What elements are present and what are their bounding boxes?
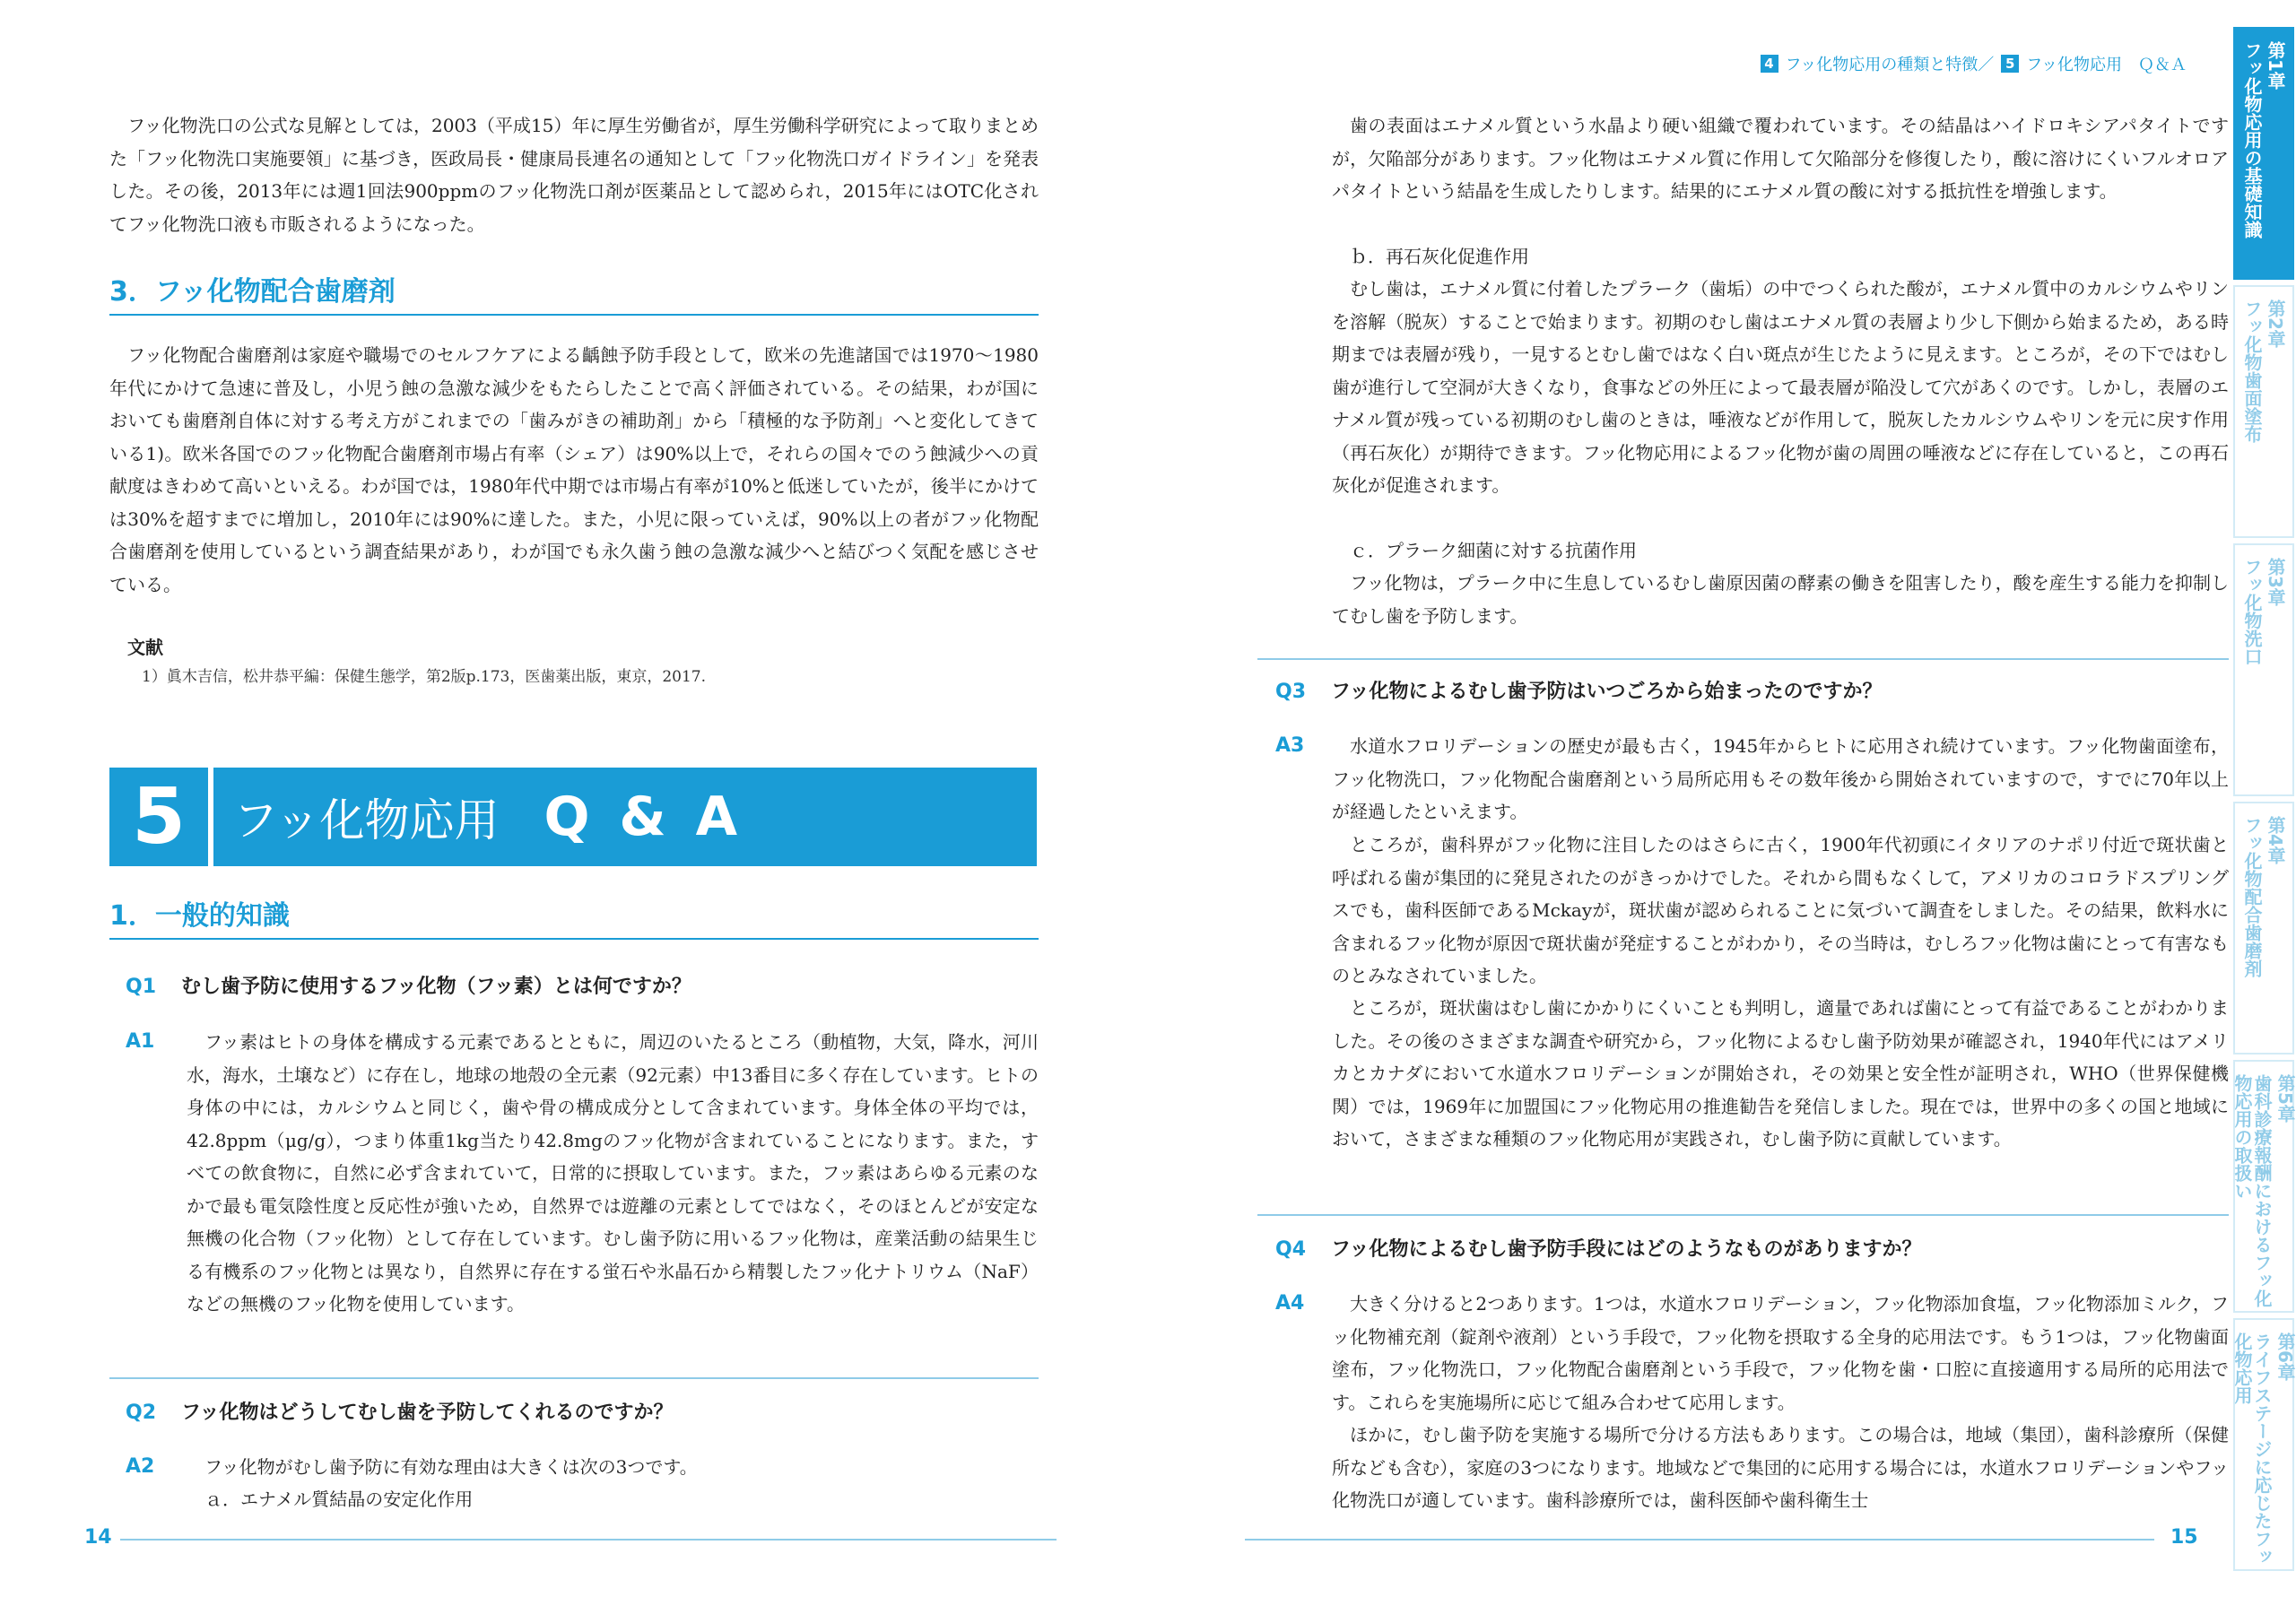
side-tab-chapter: 第6章 <box>2274 1332 2296 1381</box>
question-2 <box>126 1399 1039 1428</box>
chapter-title-qa: Q & A <box>544 785 744 848</box>
toothpaste-paragraph: フッ化物配合歯磨剤は家庭や職場でのセルフケアによる齲蝕予防手段として，欧米の先進諸国では1970〜1980年代にかけて急速に普及し，小児う蝕の急激な減少をもたらしたことで高く評価されている。その結果，わが国においても歯磨剤自体に対する考え方がこれまでの「歯みがきの補助剤」から「積極的な予防剤」へと変化してきている1)。欧米各国でのフッ化物配合歯磨剤市場占有率（シェア）は90%以上で，それらの国々でのう蝕減少への貢献度はきわめて高いといえる。わが国では，1980年代中期では市場占有率が10%と低迷していたが，後半にかけては30%を超すまでに増加し，2010年には90%に達した。また，小児に限っていえば，90%以上の者がフッ化物配合歯磨剤を使用しているという調査結果があり，わが国でも永久歯う蝕の急激な減少へと結びつく気配を感じさせている。 <box>109 344 1039 595</box>
reference-item: 1）眞木吉信，松井恭平編：保健生態学，第2版p.173，医歯薬出版，東京，2017. <box>142 668 707 686</box>
side-tab-title: フッ化物配合歯磨剤 <box>2241 816 2263 977</box>
question-number: Q2 <box>126 1402 157 1424</box>
divider <box>1257 1214 2229 1216</box>
question-text: フッ化物によるむし歯予防はいつごろから始まったのですか？ <box>1331 681 1883 703</box>
running-head-text: フッ化物応用の種類と特徴／ <box>1785 56 1995 74</box>
question-text: むし歯予防に使用するフッ化物（フッ素）とは何ですか？ <box>181 976 691 998</box>
question-3 <box>1275 678 2229 707</box>
question-number: Q1 <box>126 976 157 998</box>
side-tab-chapter-3[interactable] <box>2233 543 2294 796</box>
running-head <box>1761 52 2187 75</box>
answer-2-item-a: ａ．エナメル質結晶の安定化作用 <box>204 1488 474 1510</box>
side-tab-title: フッ化物洗口 <box>2241 558 2263 665</box>
divider <box>1257 658 2229 660</box>
chapter-title-box <box>213 768 1037 866</box>
question-number: Q4 <box>1275 1238 1307 1261</box>
side-tab-chapter: 第5章 <box>2274 1074 2296 1123</box>
running-head-number: 4 <box>1761 55 1779 73</box>
footer-rule <box>1245 1539 2154 1541</box>
answer-label: A2 <box>126 1455 155 1478</box>
answer-3-p1: 水道水フロリデーションの歴史が最も古く，1945年からヒトに応用され続けています。フッ化物歯面塗布，フッ化物洗口，フッ化物配合歯磨剤という局所応用もその数年後から開始されていますので，すでに70年以上が経過したといえます。 <box>1332 735 2229 822</box>
side-tab-chapter: 第4章 <box>2265 816 2286 864</box>
right-page <box>1148 0 2296 1623</box>
section-heading-toothpaste: 3．フッ化物配合歯磨剤 <box>109 274 1039 316</box>
references-title: 文献 <box>127 637 163 658</box>
chapter-banner <box>109 768 1037 866</box>
side-tab-chapter-1[interactable] <box>2233 27 2294 280</box>
item-b-body: むし歯は，エナメル質に付着したプラーク（歯垢）の中でつくられた酸が，エナメル質中のカルシウムやリンを溶解（脱灰）することで始まります。初期のむし歯はエナメル質の表層より少し下側から始まるため，ある時期までは表層が残り，一見するとむし歯ではなく白い斑点が生じたように見えます。ところが，その下ではむし歯が進行して空洞が大きくなり，食事などの外圧によって最表層が陥没して穴があくのです。しかし，表層のエナメル質が残っている初期のむし歯のときは，唾液などが作用して，脱灰したカルシウムやリンを元に戻す作用（再石灰化）が期待できます。フッ化物応用によるフッ化物が歯の周囲の唾液などに存在していると，この再石灰化が促進されます。 <box>1332 278 2229 496</box>
answer-3-p3: ところが，斑状歯はむし歯にかかりにくいことも判明し，適量であれば歯にとって有益であることがわかりました。その後のさまざまな調査や研究から，フッ化物によるむし歯予防効果が確認され，1940年代にはアメリカとカナダにおいて水道水フロリデーションが開始され，その効果と安全性が証明され，WHO（世界保健機関）では，1969年に加盟国にフッ化物応用の推進勧告を発信しました。現在では，世界中の多くの国と地域において，さまざまな種類のフッ化物応用が実践され，むし歯予防に貢献しています。 <box>1332 997 2230 1150</box>
answer-4-p1: 大きく分けると2つあります。1つは，水道水フロリデーション，フッ化物添加食塩，フッ化物添加ミルク，フッ化物補充剤（錠剤や液剤）という手段で，フッ化物を摂取する全身的応用法です。もう1つは，フッ化物歯面塗布，フッ化物洗口，フッ化物配合歯磨剤という手段で，フッ化物を歯・口腔に直接適用する局所的応用法です。これらを実施場所に応じて組み合わせて応用します。 <box>1332 1293 2229 1413</box>
side-tab-chapter: 第3章 <box>2265 558 2286 606</box>
answer-label: A3 <box>1275 734 1305 757</box>
side-tab-chapter-6[interactable] <box>2233 1318 2294 1571</box>
question-4 <box>1275 1236 2229 1264</box>
side-tab-chapter: 第2章 <box>2265 299 2286 348</box>
question-number: Q3 <box>1275 681 1307 703</box>
item-c-heading: ｃ．プラーク細菌に対する抗菌作用 <box>1350 540 1637 561</box>
item-b-heading: ｂ．再石灰化促進作用 <box>1350 246 1529 267</box>
section-heading-general: 1．一般的知識 <box>109 898 1039 940</box>
chapter-number: 5 <box>109 768 208 866</box>
chapter-title: フッ化物応用 <box>233 794 500 846</box>
running-head-text: フッ化物応用 Ｑ＆Ａ <box>2026 56 2187 74</box>
question-text: フッ化物はどうしてむし歯を予防してくれるのですか？ <box>181 1402 674 1424</box>
answer-1-text: フッ素はヒトの身体を構成する元素であるとともに，周辺のいたるところ（動植物，大気，降水，河川水，海水，土壌など）に存在し，地球の地殻の全元素（92元素）中13番目に多く存在しています。ヒトの身体の中には，カルシウムと同じく，歯や骨の構成成分として含まれています。身体全体の平均では，42.8ppm（μg/g），つまり体重1kg当たり42.8mgのフッ化物が含まれていることになります。また，すべての飲食物に，自然に必ず含まれていて，日常的に摂取しています。また，フッ素はあらゆる元素のなかで最も電気陰性度と反応性が強いため，自然界では遊離の元素としてではなく，そのほとんどが安定な無機の化合物（フッ化物）として存在しています。むし歯予防に用いるフッ化物は，産業活動の結果生じる有機系のフッ化物とは異なり，自然界に存在する蛍石や氷晶石から精製したフッ化ナトリウム（NaF）などの無機のフッ化物を使用しています。 <box>187 1031 1039 1315</box>
answer-label: A1 <box>126 1030 155 1053</box>
answer-4-p2: ほかに，むし歯予防を実施する場所で分ける方法もあります。この場合は，地域（集団），歯科診療所（保健所なども含む），家庭の3つになります。地域などで集団的に応用する場合には，水道水フロリデーションやフッ化物洗口が適しています。歯科診療所では，歯科医師や歯科衛生士 <box>1332 1424 2229 1511</box>
side-tab-title: 歯科診療報酬におけるフッ化物応用の取扱い <box>2231 1074 2273 1307</box>
side-tab-chapter-4[interactable] <box>2233 802 2294 1055</box>
divider <box>109 1377 1039 1379</box>
side-tab-title: フッ化物応用の基礎知識 <box>2241 41 2263 239</box>
answer-2-continued: 歯の表面はエナメル質という水晶より硬い組織で覆われています。その結晶はハイドロキシアパタイトですが，欠陥部分があります。フッ化物はエナメル質に作用して欠陥部分を修復したり，酸に溶けにくいフルオロアパタイトという結晶を生成したりします。結果的にエナメル質の酸に対する抵抗性を増強します。 <box>1332 115 2229 202</box>
question-1 <box>126 973 1039 1002</box>
footer-rule <box>120 1539 1057 1541</box>
page-number: 15 <box>2170 1526 2198 1549</box>
answer-label: A4 <box>1275 1292 1305 1315</box>
side-tab-title: フッ化物歯面塗布 <box>2241 299 2263 443</box>
answer-3-p2: ところが，歯科界がフッ化物に注目したのはさらに古く，1900年代初頭にイタリアのナポリ付近で斑状歯と呼ばれる歯が集団的に発見されたのがきっかけでした。それから間もなくして，アメリカのコロラドスプリングスでも，歯科医師であるMckayが，斑状歯が認められることに気づいて調査をしました。その結果，飲料水に含まれるフッ化物が原因で斑状歯が発症することがわかり，その当時は，むしろフッ化物は歯にとって有害なものとみなされていました。 <box>1332 834 2229 986</box>
answer-2-intro: フッ化物がむし歯予防に有効な理由は大きくは次の3つです。 <box>204 1456 698 1478</box>
page-number: 14 <box>84 1526 112 1549</box>
chapter-side-tabs <box>2233 27 2296 1576</box>
running-head-number: 5 <box>2001 55 2019 73</box>
side-tab-chapter: 第1章 <box>2265 41 2286 90</box>
side-tab-chapter-2[interactable] <box>2233 285 2294 538</box>
intro-paragraph: フッ化物洗口の公式な見解としては，2003（平成15）年に厚生労働省が，厚生労働科学研究によって取りまとめた「フッ化物洗口実施要領」に基づき，医政局長・健康局長連名の通知として「フッ化物洗口ガイドライン」を発表した。その後，2013年には週1回法900ppmのフッ化物洗口剤が医薬品として認められ，2015年にはOTC化されてフッ化物洗口液も市販されるようになった。 <box>109 115 1039 235</box>
item-c-body: フッ化物は，プラーク中に生息しているむし歯原因菌の酵素の働きを阻害したり，酸を産生する能力を抑制してむし歯を予防します。 <box>1332 572 2229 627</box>
question-text: フッ化物によるむし歯予防手段にはどのようなものがありますか？ <box>1331 1238 1922 1261</box>
side-tab-title: ライフステージに応じたフッ化物応用 <box>2231 1332 2273 1566</box>
side-tab-chapter-5[interactable] <box>2233 1060 2294 1313</box>
